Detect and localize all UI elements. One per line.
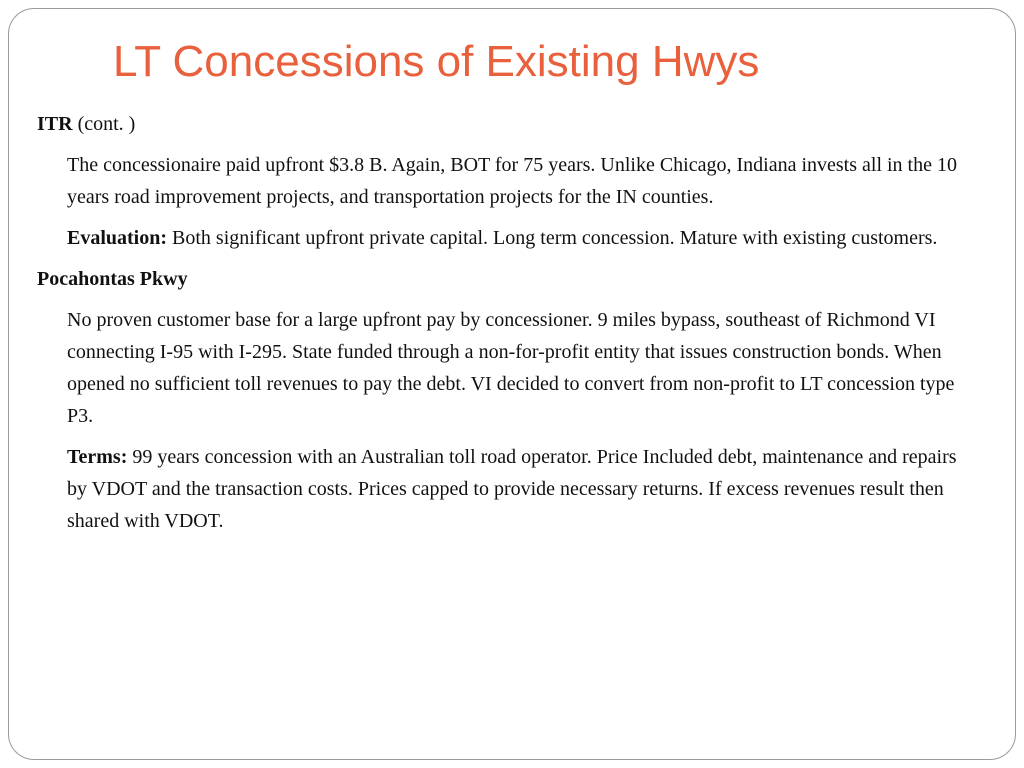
terms-text: 99 years concession with an Australian toll road operator. Price Included debt, maintenance and repairs by VDOT and the transaction costs. Prices capped to provide necessary returns. If excess revenues result then shared with VDOT. bbox=[67, 446, 957, 532]
slide-title: LT Concessions of Existing Hwys bbox=[113, 37, 760, 86]
evaluation-text: Both significant upfront private capital. Long term concession. Mature with existing customers. bbox=[167, 227, 938, 249]
slide-body bbox=[37, 108, 972, 546]
itr-heading-suffix: (cont. ) bbox=[77, 113, 136, 135]
pocahontas-paragraph: No proven customer base for a large upfront pay by concessioner. 9 miles bypass, southeast of Richmond VI connecting I-95 with I-295. State funded through a non-for-profit entity that issues construction bonds. When opened no sufficient toll revenues to pay the debt. VI decided to convert from non-profit to LT concession type P3. bbox=[67, 309, 955, 427]
pocahontas-heading: Pocahontas Pkwy bbox=[37, 268, 188, 290]
pocahontas-terms bbox=[67, 441, 972, 537]
evaluation-label: Evaluation: bbox=[67, 227, 168, 249]
itr-evaluation bbox=[67, 222, 972, 254]
terms-label: Terms: bbox=[67, 446, 128, 468]
itr-paragraph: The concessionaire paid upfront $3.8 B. Again, BOT for 75 years. Unlike Chicago, Indiana invests all in the 10 years road improvement projects, and transportation projects for the IN counties. bbox=[67, 154, 957, 208]
itr-heading: ITR bbox=[37, 113, 73, 135]
itr-heading-line bbox=[37, 108, 972, 140]
